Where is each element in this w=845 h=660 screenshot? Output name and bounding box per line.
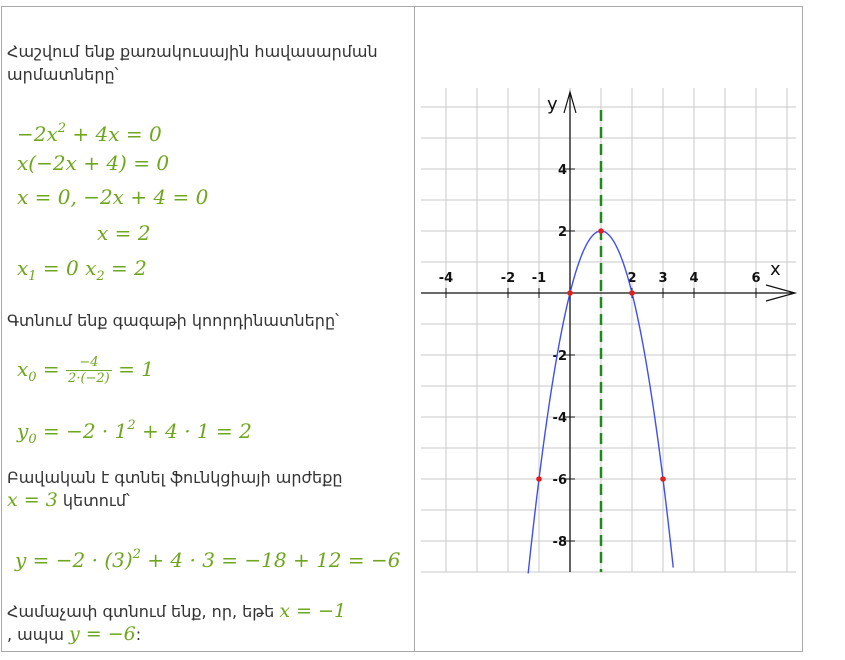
- value-formula: $y = -2 \cdot (3)^2 + 4 \cdot 3 = -18 + 12 = -6$: [15, 547, 401, 572]
- x-tick-label: 2: [627, 271, 637, 286]
- tick-labels: [439, 163, 761, 550]
- y-tick-label: -4: [552, 411, 567, 426]
- vertex-y-formula: $y_0 = -2 \cdot 1^2 + 4 \cdot 1 = 2$: [17, 418, 252, 447]
- equation-2: x(−2x + 4) = 0: [17, 151, 170, 175]
- x-tick-label: -4: [438, 271, 454, 286]
- y-tick-label: -8: [552, 535, 567, 550]
- point-marker: [536, 476, 542, 482]
- vertex-x-formula: $x_0$ = $\frac{-4}{2\cdot(-2)}$ = 1: [17, 355, 154, 386]
- point-marker: [629, 290, 635, 296]
- x-tick-label: -2: [500, 271, 516, 286]
- x-axis-label: x: [770, 259, 781, 280]
- equation-3: x = 0, −2x + 4 = 0: [17, 185, 209, 209]
- y-tick-label: 4: [557, 163, 567, 178]
- point-marker: [598, 228, 604, 234]
- grid-lines: [421, 88, 796, 572]
- point-marker: [567, 290, 573, 296]
- equation-1: $-2x^2 + 4x = 0$: [17, 121, 162, 146]
- vertex-intro-text: Գտնում ենք գագաթի կոորդինատները՝: [7, 311, 339, 330]
- equation-4: x = 2: [97, 221, 151, 245]
- symmetry-text: Համաչափ գտնում ենք, որ, եթե x = −1 , ապա y = −6:: [7, 600, 347, 645]
- x-tick-label: 3: [658, 271, 668, 286]
- point-marker: [660, 476, 666, 482]
- y-tick-label: -2: [552, 349, 567, 364]
- x-tick-label: 4: [689, 271, 699, 286]
- roots-equation: $x_1 = 0$ $x_2 = 2$: [17, 256, 147, 284]
- y-tick-label: -6: [552, 473, 567, 488]
- x-tick-label: -1: [531, 271, 547, 286]
- y-axis-label: y: [547, 94, 558, 115]
- fraction: $\frac{-4}{2\cdot(-2)}$: [68, 355, 110, 386]
- value-intro-text: Բավական է գտնել ֆունկցիայի արժեքը x = 3 կետում՝: [7, 468, 343, 511]
- y-tick-label: 2: [557, 225, 567, 240]
- x-tick-label: 6: [751, 271, 761, 286]
- intro-text: Հաշվում ենք քառակուսային հավասարման արմատները՝: [7, 42, 378, 84]
